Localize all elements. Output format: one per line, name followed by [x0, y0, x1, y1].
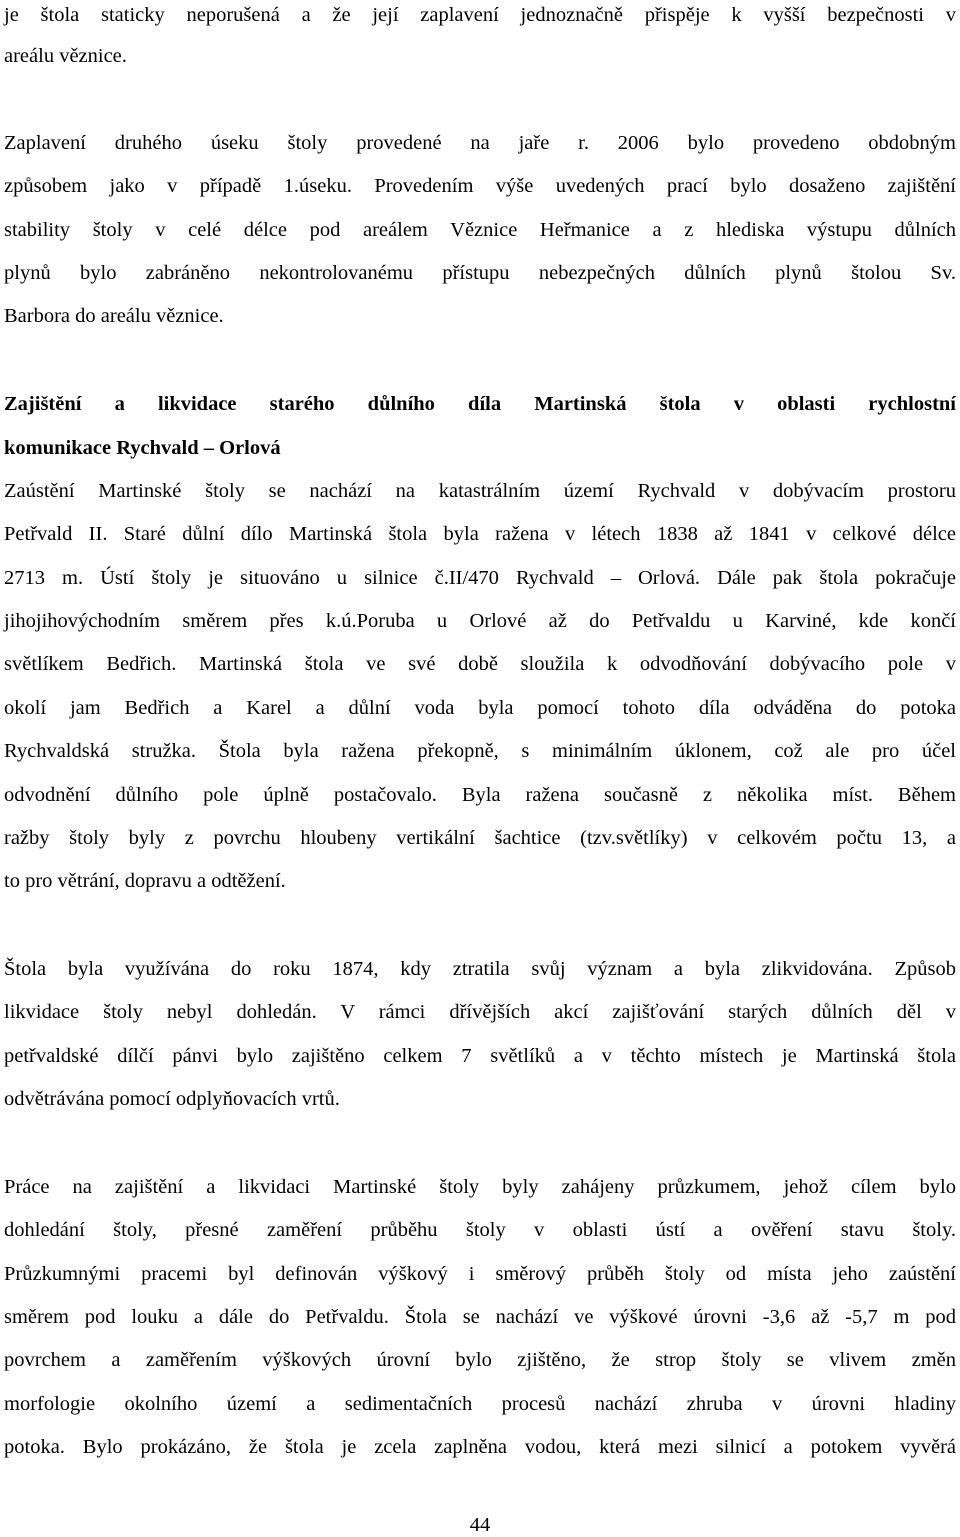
paragraph-5-line-4: směrem pod louku a dále do Petřvaldu. Štola se nachází ve výškové úrovni -3,6 až -5,7 m pod — [4, 1306, 956, 1328]
paragraph-3-line-8: odvodnění důlního pole úplně postačovalo. Byla ražena současně z několika míst. Během — [4, 784, 956, 806]
section-heading-line-2: komunikace Rychvald – Orlová — [4, 437, 281, 459]
paragraph-3-line-3: 2713 m. Ústí štoly je situováno u silnice č.II/470 Rychvald – Orlová. Dále pak štola pokračuje — [4, 567, 956, 589]
paragraph-1-line-2: areálu věznice. — [4, 45, 127, 67]
paragraph-2-line-4: plynů bylo zabráněno nekontrolovanému přístupu nebezpečných důlních plynů štolou Sv. — [4, 262, 956, 284]
paragraph-3-line-4: jihojihovýchodním směrem přes k.ú.Poruba u Orlové až do Petřvaldu u Karviné, kde končí — [4, 610, 956, 632]
paragraph-1-line-1: je štola staticky neporušená a že její zaplavení jednoznačně přispěje k vyšší bezpečnosti v — [4, 4, 956, 26]
paragraph-5-line-2: dohledání štoly, přesné zaměření průběhu štoly v oblasti ústí a ověření stavu štoly. — [4, 1219, 956, 1241]
paragraph-5-line-3: Průzkumnými pracemi byl definován výškový i směrový průběh štoly od místa jeho zaústění — [4, 1263, 956, 1285]
paragraph-3-line-10: to pro větrání, dopravu a odtěžení. — [4, 870, 286, 892]
paragraph-5-line-6: morfologie okolního území a sedimentačních procesů nachází zhruba v úrovni hladiny — [4, 1393, 956, 1415]
section-heading-line-1: Zajištění a likvidace starého důlního díla Martinská štola v oblasti rychlostní — [4, 393, 956, 415]
paragraph-4-line-4: odvětrávána pomocí odplyňovacích vrtů. — [4, 1088, 340, 1110]
paragraph-5-line-7: potoka. Bylo prokázáno, že štola je zcela zaplněna vodou, která mezi silnicí a potokem vyvěrá — [4, 1436, 956, 1458]
paragraph-3-line-6: okolí jam Bedřich a Karel a důlní voda byla pomocí tohoto díla odváděna do potoka — [4, 697, 956, 719]
paragraph-4-line-3: petřvaldské dílčí pánvi bylo zajištěno celkem 7 světlíků a v těchto místech je Martinská štola — [4, 1045, 956, 1067]
paragraph-2-line-1: Zaplavení druhého úseku štoly provedené na jaře r. 2006 bylo provedeno obdobným — [4, 132, 956, 154]
paragraph-3-line-9: ražby štoly byly z povrchu hloubeny vertikální šachtice (tzv.světlíky) v celkovém počtu 13, a — [4, 827, 956, 849]
page-number: 44 — [469, 1514, 491, 1536]
paragraph-3-line-2: Petřvald II. Staré důlní dílo Martinská štola byla ražena v létech 1838 až 1841 v celkové délce — [4, 523, 956, 545]
paragraph-3-line-1: Zaústění Martinské štoly se nachází na katastrálním území Rychvald v dobývacím prostoru — [4, 480, 956, 502]
paragraph-4-line-2: likvidace štoly nebyl dohledán. V rámci dřívějších akcí zajišťování starých důlních děl v — [4, 1001, 956, 1023]
paragraph-3-line-5: světlíkem Bedřich. Martinská štola ve své době sloužila k odvodňování dobývacího pole v — [4, 653, 956, 675]
paragraph-5-line-1: Práce na zajištění a likvidaci Martinské štoly byly zahájeny průzkumem, jehož cílem bylo — [4, 1176, 956, 1198]
paragraph-2-line-3: stability štoly v celé délce pod areálem Věznice Heřmanice a z hlediska výstupu důlních — [4, 219, 956, 241]
paragraph-2-line-2: způsobem jako v případě 1.úseku. Provedením výše uvedených prací bylo dosaženo zajištění — [4, 175, 956, 197]
paragraph-2-line-5: Barbora do areálu věznice. — [4, 305, 224, 327]
paragraph-4-line-1: Štola byla využívána do roku 1874, kdy ztratila svůj význam a byla zlikvidována. Způsob — [4, 958, 956, 980]
paragraph-5-line-5: povrchem a zaměřením výškových úrovní bylo zjištěno, že strop štoly se vlivem změn — [4, 1349, 956, 1371]
paragraph-3-line-7: Rychvaldská stružka. Štola byla ražena překopně, s minimálním úklonem, což ale pro účel — [4, 740, 956, 762]
